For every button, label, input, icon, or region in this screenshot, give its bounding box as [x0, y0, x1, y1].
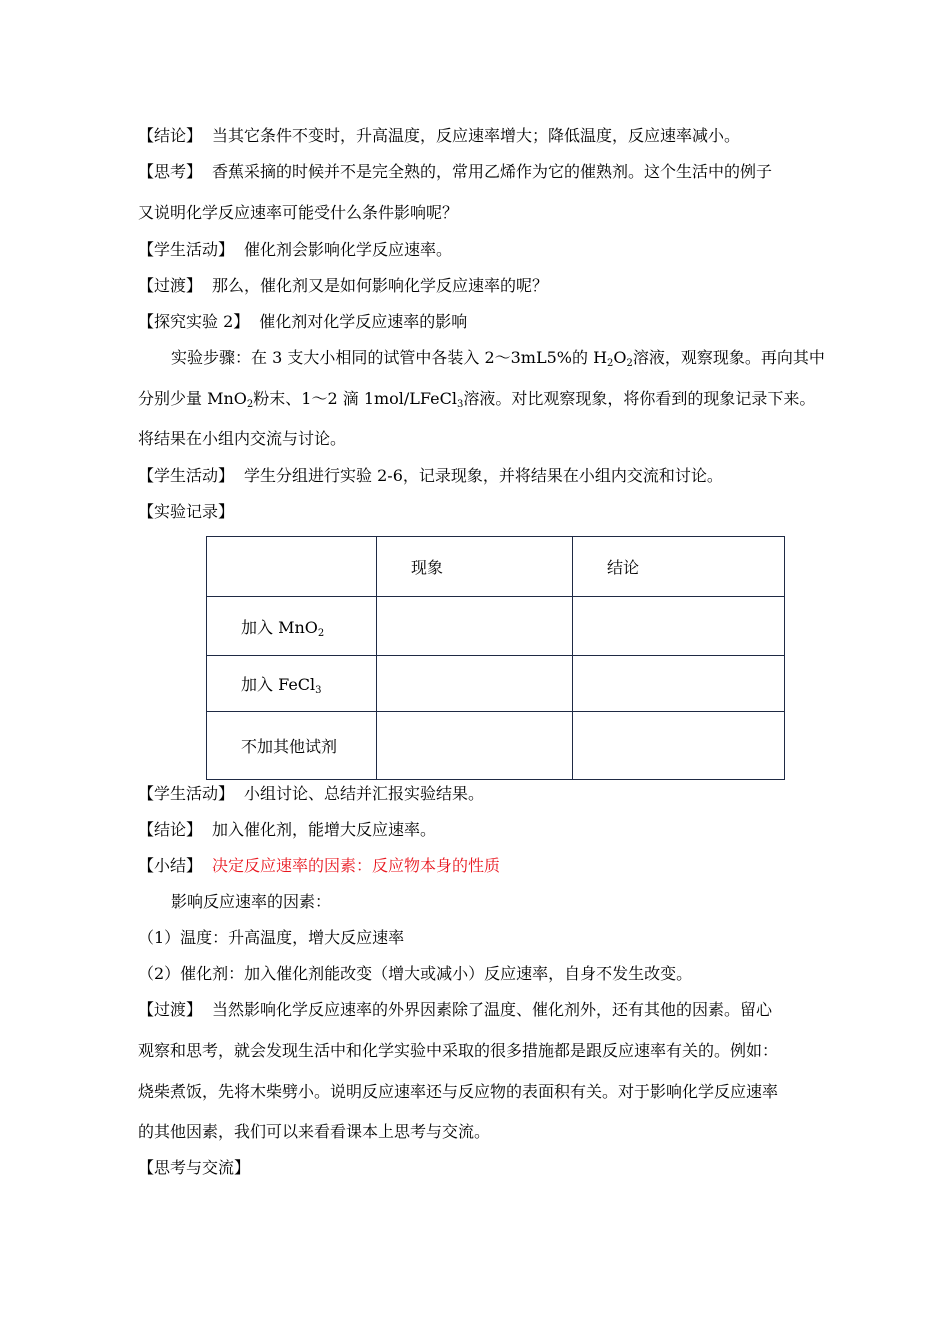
summary-highlight-text: 决定反应速率的因素：反应物本身的性质 — [212, 856, 501, 875]
row-label — [207, 712, 377, 780]
paragraph-text: 将结果在小组内交流与讨论。 — [138, 429, 347, 448]
text-run: O — [613, 348, 627, 367]
table-cell — [377, 712, 573, 780]
transition-2-cont-2 — [138, 1082, 778, 1102]
experiment-2-heading — [138, 312, 467, 332]
text-run: 溶液。对比观察现象，将你看到的现象记录下来。 — [463, 389, 816, 408]
paragraph-text: （2）催化剂：加入催化剂能改变（增大或减小）反应速率，自身不发生改变。 — [138, 964, 693, 983]
transition-2 — [138, 1000, 772, 1020]
paragraph-text: 当然影响化学反应速率的外界因素除了温度、催化剂外，还有其他的因素。留心 — [212, 1000, 773, 1019]
transition-1 — [138, 276, 548, 296]
paragraph-text: 催化剂对化学反应速率的影响 — [259, 312, 468, 331]
paragraph-text: 当其它条件不变时，升高温度，反应速率增大；降低温度，反应速率减小。 — [212, 126, 741, 145]
subscript: 2 — [246, 399, 254, 410]
section-tag: 【结论】 — [138, 126, 203, 145]
table-header-cell: 结论 — [573, 537, 785, 597]
section-tag: 【思考】 — [138, 162, 203, 181]
table-cell — [573, 597, 785, 656]
row-label-text: 不加其他试剂 — [241, 737, 338, 756]
section-tag: 【小结】 — [138, 856, 203, 875]
paragraph-text: 又说明化学反应速率可能受什么条件影响呢？ — [138, 203, 459, 222]
subscript: 3 — [457, 399, 464, 410]
table-header-cell: 现象 — [377, 537, 573, 597]
student-activity-2 — [138, 466, 723, 486]
student-activity-3 — [138, 784, 484, 804]
section-tag: 【学生活动】 — [138, 466, 235, 485]
table-row — [207, 712, 785, 780]
experiment-steps-end — [138, 429, 346, 449]
text-run: 溶液，观察现象。再向其中 — [632, 348, 825, 367]
section-tag: 【过渡】 — [138, 276, 203, 295]
think-banana-cont — [138, 203, 458, 223]
table-header-cell — [207, 537, 377, 597]
subscript: 3 — [315, 685, 322, 696]
paragraph-text: 的其他因素，我们可以来看看课本上思考与交流。 — [138, 1122, 491, 1141]
paragraph-text: 烧柴煮饭，先将木柴劈小。说明反应速率还与反应物的表面积有关。对于影响化学反应速率 — [138, 1082, 779, 1101]
table-cell — [573, 656, 785, 712]
think-banana — [138, 162, 772, 182]
row-label — [207, 656, 377, 712]
factor-catalyst — [138, 964, 692, 984]
section-tag: 【思考与交流】 — [138, 1158, 251, 1177]
section-tag: 【实验记录】 — [138, 502, 235, 521]
paragraph-text: 催化剂会影响化学反应速率。 — [244, 240, 453, 259]
think-and-discuss-heading — [138, 1158, 250, 1178]
section-tag: 【学生活动】 — [138, 784, 235, 803]
text-run: 粉末、1～2 滴 1mol/LFeCl — [253, 389, 457, 408]
student-activity-1 — [138, 240, 452, 260]
transition-2-cont-1 — [138, 1041, 778, 1061]
table-cell — [377, 597, 573, 656]
factor-temperature — [138, 928, 404, 948]
section-tag: 【探究实验 2】 — [138, 312, 250, 331]
experiment-steps — [171, 348, 825, 368]
conclusion-catalyst — [138, 820, 436, 840]
section-tag: 【过渡】 — [138, 1000, 203, 1019]
experiment-record-heading — [138, 502, 234, 522]
table-header-row — [207, 537, 785, 597]
conclusion-temperature — [138, 126, 740, 146]
paragraph-text: 观察和思考，就会发现生活中和化学实验中采取的很多措施都是跟反应速率有关的。例如： — [138, 1041, 779, 1060]
paragraph-text: 香蕉采摘的时候并不是完全熟的，常用乙烯作为它的催熟剂。这个生活中的例子 — [212, 162, 773, 181]
paragraph-text: 小组讨论、总结并汇报实验结果。 — [244, 784, 485, 803]
text-run: 实验步骤：在 3 支大小相同的试管中各装入 2～3mL5%的 H — [171, 348, 608, 367]
row-label-text: 加入 FeCl — [241, 675, 316, 694]
section-tag: 【结论】 — [138, 820, 203, 839]
paragraph-text: 那么，催化剂又是如何影响化学反应速率的呢？ — [212, 276, 549, 295]
factors-heading — [171, 892, 331, 912]
table-row — [207, 656, 785, 712]
summary — [138, 856, 500, 876]
table-row — [207, 597, 785, 656]
paragraph-text: 学生分组进行实验 2-6，记录现象，并将结果在小组内交流和讨论。 — [244, 466, 723, 485]
table-cell — [377, 656, 573, 712]
paragraph-text: 影响反应速率的因素： — [171, 892, 332, 911]
text-run: 分别少量 MnO — [138, 389, 247, 408]
paragraph-text: （1）温度：升高温度，增大反应速率 — [138, 928, 405, 947]
row-label — [207, 597, 377, 656]
row-label-text: 加入 MnO — [241, 617, 318, 637]
transition-2-cont-3 — [138, 1122, 490, 1142]
subscript: 2 — [317, 627, 325, 639]
experiment-record-table — [206, 536, 785, 780]
subscript: 2 — [607, 358, 614, 369]
table-cell — [573, 712, 785, 780]
experiment-steps-cont — [138, 389, 815, 409]
subscript: 2 — [626, 358, 633, 369]
section-tag: 【学生活动】 — [138, 240, 235, 259]
paragraph-text: 加入催化剂，能增大反应速率。 — [212, 820, 437, 839]
